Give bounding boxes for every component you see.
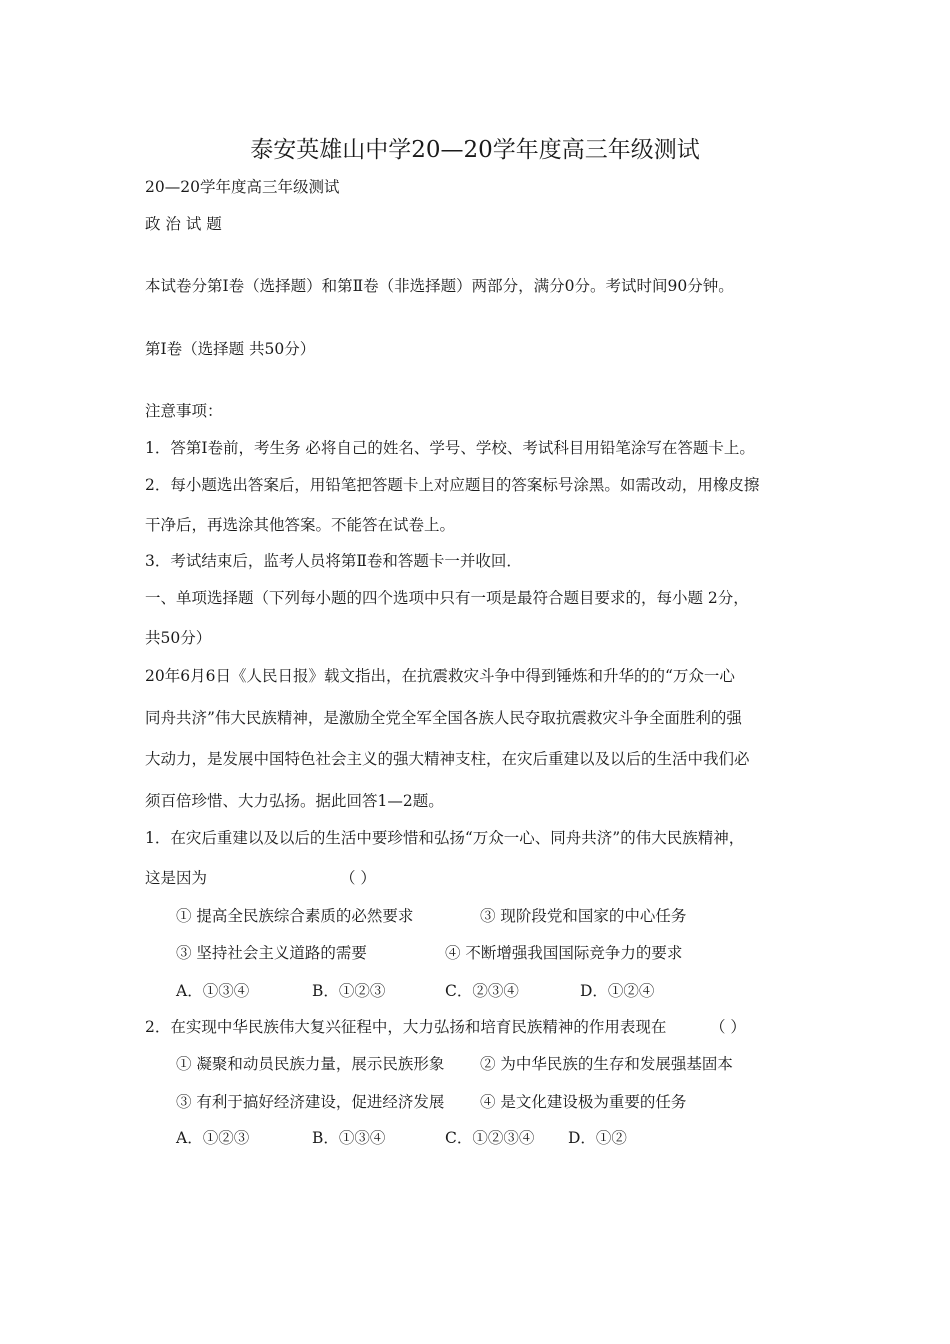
question-1-answer-bracket: （ ） (340, 869, 376, 887)
question-1-item: ④ 不断增强我国国际竞争力的要求 (445, 944, 683, 962)
exam-intro: 本试卷分第Ⅰ卷（选择题）和第Ⅱ卷（非选择题）两部分，满分0分。考试时间90分钟。 (145, 277, 734, 295)
question-1-choice-a: A．①③④ (176, 982, 250, 1000)
part1-heading: 第Ⅰ卷（选择题 共50分） (145, 340, 316, 358)
question-1-choice-b: B．①②③ (312, 982, 386, 1000)
exam-title: 泰安英雄山中学20—20学年度高三年级测试 (250, 137, 700, 163)
notice-item-3: 3．考试结束后，监考人员将第Ⅱ卷和答题卡一并收回． (145, 552, 522, 570)
question-1-item: ③ 现阶段党和国家的中心任务 (480, 907, 687, 925)
passage-line-1: 20年6月6日《人民日报》载文指出，在抗震救灾斗争中得到锤炼和升华的的“万众一心 (145, 667, 735, 685)
question-2-choice-a: A．①②③ (176, 1129, 250, 1147)
question-2-item: ② 为中华民族的生存和发展强基固本 (480, 1055, 733, 1073)
passage-line-4: 须百倍珍惜、大力弘扬。据此回答1—2题。 (145, 792, 444, 810)
notice-item-2: 2．每小题选出答案后，用铅笔把答题卡上对应题目的答案标号涂黑。如需改动，用橡皮擦 (145, 476, 760, 494)
section1-heading: 一、单项选择题（下列每小题的四个选项中只有一项是最符合题目要求的，每小题 2分， (145, 589, 749, 607)
passage-line-2: 同舟共济”伟大民族精神，是激励全党全军全国各族人民夺取抗震救灾斗争全面胜利的强 (145, 709, 742, 727)
exam-subtitle: 20—20学年度高三年级测试 (145, 178, 340, 196)
question-2-choice-d: D．①② (568, 1129, 627, 1147)
question-2-choice-c: C．①②③④ (445, 1129, 535, 1147)
question-1-stem-cont: 这是因为 (145, 869, 208, 887)
question-2-item: ④ 是文化建设极为重要的任务 (480, 1093, 687, 1111)
question-1-item: ③ 坚持社会主义道路的需要 (176, 944, 367, 962)
notice-item-1: 1．答第I卷前，考生务 必将自己的姓名、学号、学校、考试科目用铅笔涂写在答题卡上。 (145, 439, 755, 457)
section1-heading-cont: 共50分） (145, 629, 212, 647)
subject-label: 政 治 试 题 (145, 215, 222, 233)
question-2-choice-b: B．①③④ (312, 1129, 386, 1147)
question-1-stem: 1．在灾后重建以及以后的生活中要珍惜和弘扬“万众一心、同舟共济”的伟大民族精神， (145, 829, 745, 847)
question-2-item: ③ 有利于搞好经济建设，促进经济发展 (176, 1093, 445, 1111)
question-2-item: ① 凝聚和动员民族力量，展示民族形象 (176, 1055, 445, 1073)
notice-heading: 注意事项： (145, 402, 223, 420)
question-2-answer-bracket: （ ） (710, 1018, 746, 1036)
question-1-choice-c: C．②③④ (445, 982, 519, 1000)
notice-item-2-cont: 干净后，再选涂其他答案。不能答在试卷上。 (145, 516, 456, 534)
passage-line-3: 大动力，是发展中国特色社会主义的强大精神支柱，在灾后重建以及以后的生活中我们必 (145, 750, 750, 768)
question-1-choice-d: D．①②④ (580, 982, 655, 1000)
question-2-stem: 2．在实现中华民族伟大复兴征程中，大力弘扬和培育民族精神的作用表现在 (145, 1018, 667, 1036)
question-1-item: ① 提高全民族综合素质的必然要求 (176, 907, 414, 925)
